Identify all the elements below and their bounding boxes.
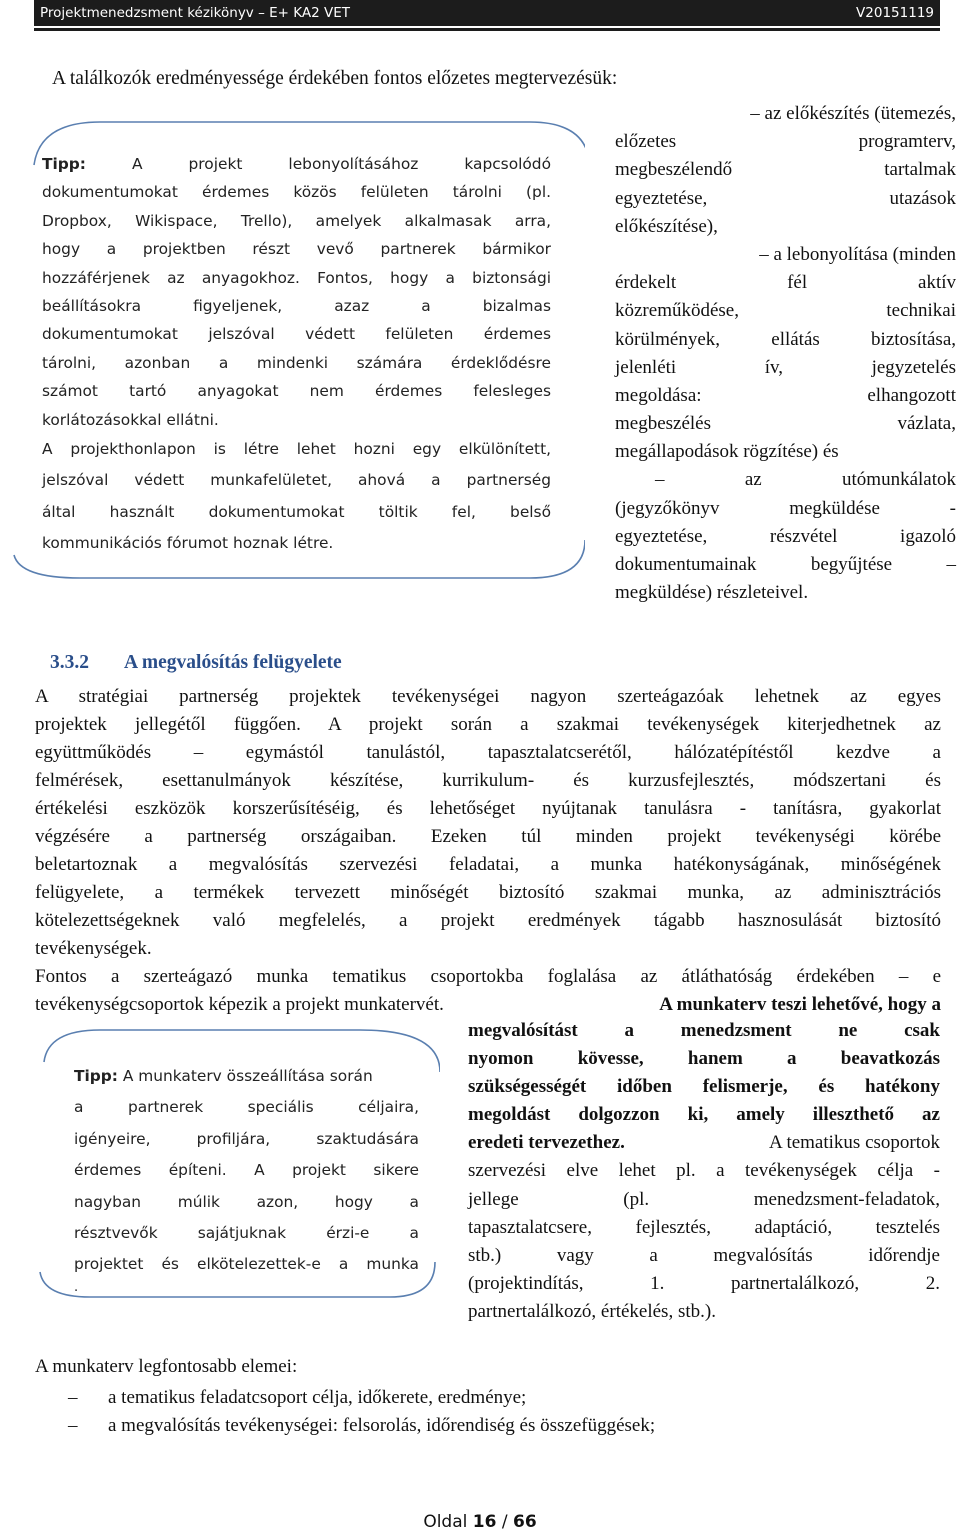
meeting-line: egyeztetése, részvétel igazoló	[615, 525, 956, 547]
workplan-line: stb.) vagy a megvalósítás időrendje	[468, 1244, 940, 1266]
tip2-line: .	[74, 1279, 79, 1295]
list-item-text: a tematikus feladatcsoport célja, időkerete, eredménye;	[108, 1387, 527, 1408]
tip2-line: résztvevők sajátjuknak érzi-e a	[74, 1223, 419, 1242]
meeting-line: – az előkészítés (ütemezés,	[750, 103, 956, 124]
workplan-line	[468, 1129, 940, 1157]
elements-title: A munkaterv legfontosabb elemei:	[35, 1356, 298, 1377]
meeting-line: megállapodások rögzítése) és	[615, 441, 839, 463]
para-line	[35, 991, 941, 1019]
tip-label: Tipp:	[74, 1067, 118, 1085]
meeting-line: körülmények, ellátás biztosítása,	[615, 328, 956, 350]
tip2-line: projektet és elkötelezettek-e a munka	[74, 1255, 419, 1274]
page-footer	[0, 1512, 960, 1532]
meeting-line: dokumentumainak begyűjtése –	[615, 554, 956, 575]
para-bold-tail: A munkaterv teszi lehetővé, hogy a	[659, 994, 941, 1015]
tip1-line-text: A projekt lebonyolításához kapcsolódó	[85, 155, 551, 173]
para-line: kötelezettségeknek való megfelelés, a projekt eredmények tágabb hasznosulását biztosító	[35, 910, 941, 931]
workplan-line: megoldást dolgozzon ki, amely illeszthető az	[468, 1104, 940, 1126]
tip2-line: igényeire, profiljára, szaktudására	[74, 1129, 419, 1148]
tip2-line-text: A munkaterv összeállítása során	[117, 1067, 373, 1085]
tip1-line: hozzáférjenek az anyagokhoz. Fontos, hogy a biztonsági	[42, 268, 551, 287]
section-heading	[50, 652, 342, 674]
intro-text: A találkozók eredményessége érdekében fontos előzetes megtervezésük:	[52, 68, 618, 89]
workplan-line: megvalósítást a menedzsment ne csak	[468, 1020, 940, 1041]
workplan-line: jellege (pl. menedzsment-feladatok,	[468, 1188, 940, 1210]
workplan-text	[468, 1017, 940, 1326]
tip2-line	[74, 1061, 419, 1092]
tip1-line: beállításokra figyeljenek, azaz a bizalmas	[42, 296, 551, 315]
list-item	[68, 1412, 655, 1440]
dash-bullet: –	[68, 1387, 78, 1408]
meeting-line: (jegyzőkönyv megküldése -	[615, 497, 956, 519]
tip1-line: hogy a projektben részt vevő partnerek bármikor	[42, 240, 551, 259]
footer-page-number: 16	[472, 1512, 497, 1532]
list-item-text: a megvalósítás tevékenységei: felsorolás, időrendiség és összefüggések;	[108, 1415, 656, 1436]
workplan-line: (projektindítás, 1. partnertalálkozó, 2.	[468, 1272, 940, 1294]
tip-label: Tipp:	[42, 155, 86, 173]
workplan-line: szükségességét időben felismerje, és hatékony	[468, 1076, 940, 1098]
tip1-line: jelszóval védett munkafelületet, ahová a partnerség	[42, 471, 551, 490]
tip1-line: kommunikációs fórumot hoznak létre.	[42, 534, 334, 553]
meeting-line: előzetes programterv,	[615, 131, 956, 153]
para-line-text: tevékenységcsoportok képezik a projekt munkatervét.	[35, 994, 444, 1015]
page-header	[34, 0, 940, 26]
tip1-line: tárolni, azonban a mindenki számára érdeklődésre	[42, 353, 551, 372]
meeting-line: megoldása: elhangozott	[615, 384, 956, 406]
meeting-line: egyeztetése, utazások	[615, 187, 956, 209]
para-line: tevékenységek.	[35, 938, 152, 959]
tip2-line: nagyban múlik azon, hogy a	[74, 1192, 419, 1211]
para-line: felügyelete, a termékek tervezett minőségét biztosító szakmai munka, az adminisztrációs	[35, 882, 941, 903]
meeting-items	[615, 100, 956, 607]
meeting-line: előkészítése),	[615, 215, 718, 237]
para-line: értékelési eszközök korszerűsítéséig, és lehetőséget nyújtanak tanulásra - tanításra, gyakorlat	[35, 798, 941, 819]
workplan-line: nyomon kövesse, hanem a beavatkozás	[468, 1048, 940, 1070]
tip1-line: korlátozásokkal ellátni.	[42, 410, 219, 429]
tip1-line: A projekthonlapon is létre lehet hozni egy elkülönített,	[42, 439, 551, 458]
workplan-line: partnertalálkozó, értékelés, stb.).	[468, 1300, 716, 1322]
header-title: Projektmenedzsment kézikönyv – E+ KA2 VET	[40, 5, 351, 21]
para-line: Fontos a szerteágazó munka tematikus csoportokba foglalása az átláthatóság érdekében – e	[35, 966, 941, 987]
section-title: A megvalósítás felügyelete	[124, 652, 342, 673]
workplan-line: tapasztalatcsere, fejlesztés, adaptáció, tesztelés	[468, 1216, 940, 1238]
footer-label: Oldal	[423, 1512, 468, 1532]
para-line: projektek jellegétől függően. A projekt során a szakmai tevékenységek kiterjedhetnek az	[35, 714, 941, 735]
meeting-line: – a lebonyolítása (minden	[759, 243, 956, 265]
section-number: 3.3.2	[50, 652, 89, 673]
meeting-line: érdekelt fél aktív	[615, 272, 956, 294]
list-item	[68, 1384, 655, 1412]
meeting-line: megküldése) részleteivel.	[615, 582, 809, 604]
para-line: felmérések, esettanulmányok készítése, kurrikulum- és kurzusfejlesztés, módszertani és	[35, 770, 941, 791]
tip-2-text	[74, 1061, 419, 1299]
tip1-line: dokumentumokat jelszóval védett felületen érdemes	[42, 325, 551, 344]
header-version: V20151119	[856, 5, 934, 21]
header-rule	[34, 28, 940, 31]
para-line: együttműködés – egymástól tanulástól, tapasztalatcserétől, hálózatépítéstől kezdve a	[35, 742, 941, 763]
meeting-line: megbeszélés vázlata,	[615, 413, 956, 435]
workplan-bold: eredeti tervezethez.	[468, 1132, 625, 1154]
workplan-line: szervezési elve lehet pl. a tevékenységek célja -	[468, 1160, 940, 1182]
tip1-line: Dropbox, Wikispace, Trello), amelyek alkalmasak arra,	[42, 211, 551, 230]
tip-1-text	[42, 150, 551, 560]
tip2-line: érdemes építeni. A projekt sikere	[74, 1161, 419, 1180]
footer-page-total: 66	[513, 1512, 537, 1532]
meeting-line: jelenléti ív, jegyzetelés	[615, 356, 956, 378]
tip1-line	[42, 150, 551, 178]
meeting-line: – az utómunkálatok	[655, 469, 956, 491]
para-line: A stratégiai partnerség projektek tevékenységei nagyon szerteágazóak lehetnek az egyes	[35, 686, 941, 707]
tip1-line: dokumentumokat érdemes közös felületen tárolni (pl.	[42, 183, 551, 202]
tip2-line: a partnerek speciális céljaira,	[74, 1098, 419, 1117]
meeting-line: megbeszélendő tartalmak	[615, 159, 956, 181]
workplan-rest: A tematikus csoportok	[769, 1132, 940, 1154]
tip1-line: által használt dokumentumokat töltik fel, belső	[42, 502, 551, 521]
main-paragraph	[35, 683, 941, 1019]
dash-bullet: –	[68, 1415, 78, 1436]
para-line: beletartoznak a megvalósítás szervezési feladatai, a munka hatékonyságának, minőségének	[35, 854, 941, 875]
meeting-line: közreműködése, technikai	[615, 300, 956, 322]
footer-separator: /	[501, 1512, 508, 1532]
para-line: végzésére a partnerség országaiban. Ezeken túl minden projekt tevékenységi körébe	[35, 826, 941, 847]
elements-list	[68, 1384, 655, 1440]
tip1-line: számot tartó anyagokat nem érdemes felesleges	[42, 382, 551, 401]
